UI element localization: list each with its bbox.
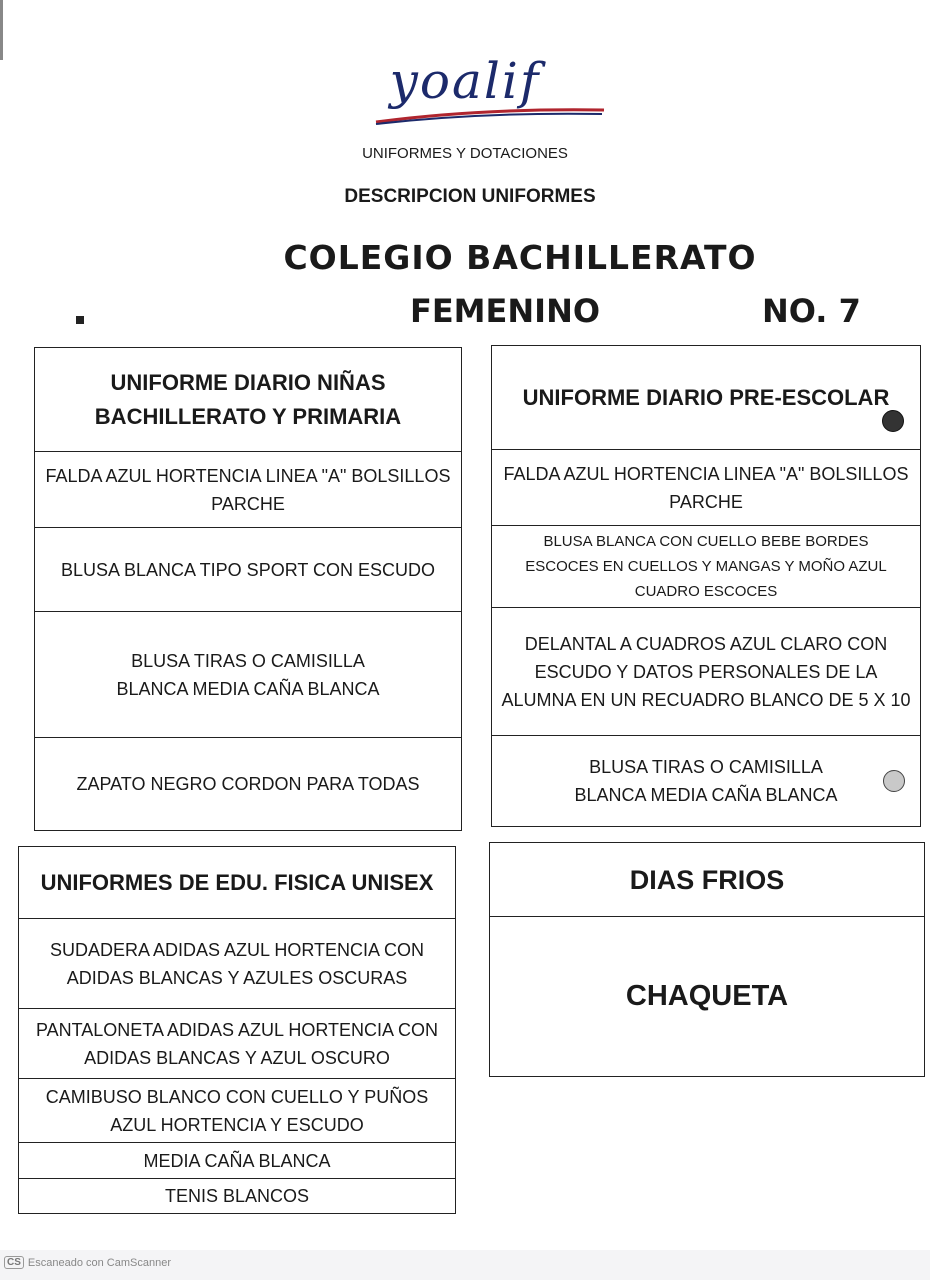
camscanner-icon: CS [4, 1256, 24, 1269]
table-row: BLUSA TIRAS O CAMISILLA BLANCA MEDIA CAÑA BLANCA [35, 612, 461, 738]
grey-dot-icon [883, 770, 905, 792]
scanner-watermark [4, 1256, 171, 1269]
table-row: TENIS BLANCOS [164, 1185, 310, 1206]
table-uniforme-diario-ninas [34, 347, 462, 831]
table-title: UNIFORME DIARIO PRE-ESCOLAR [492, 346, 920, 450]
company-subtitle: UNIFORMES Y DOTACIONES [362, 145, 568, 162]
table-row: BLUSA BLANCA CON CUELLO BEBE BORDES ESCOCES EN CUELLOS Y MANGAS Y MOÑO AZUL CUADRO ESCOCES [492, 526, 920, 608]
document-heading: DESCRIPCION UNIFORMES [344, 186, 596, 207]
table-title: UNIFORMES DE EDU. FISICA UNISEX [19, 847, 455, 919]
table-row: CAMIBUSO BLANCO CON CUELLO Y PUÑOS AZUL HORTENCIA Y ESCUDO [19, 1079, 455, 1143]
table-row: BLUSA BLANCA TIPO SPORT CON ESCUDO [35, 528, 461, 612]
table-title: DIAS FRIOS [490, 843, 924, 917]
table-row: DELANTAL A CUADROS AZUL CLARO CON ESCUDO Y DATOS PERSONALES DE LA ALUMNA EN UN RECUADRO BLANCO DE 5 X 10 [492, 608, 920, 736]
table-row: BLUSA TIRAS O CAMISILLA BLANCA MEDIA CAÑA BLANCA [574, 756, 838, 805]
group-label: FEMENINO [409, 292, 601, 330]
table-row: PANTALONETA ADIDAS AZUL HORTENCIA CON ADIDAS BLANCAS Y AZUL OSCURO [19, 1009, 455, 1079]
document-number: NO. 7 [762, 292, 861, 330]
logo-swoosh-icon [372, 104, 612, 128]
table-title: UNIFORME DIARIO NIÑAS BACHILLERATO Y PRIMARIA [35, 348, 461, 452]
table-row: MEDIA CAÑA BLANCA [19, 1143, 455, 1179]
watermark-text: Escaneado con CamScanner [27, 1256, 171, 1269]
table-row: SUDADERA ADIDAS AZUL HORTENCIA CON ADIDAS BLANCAS Y AZULES OSCURAS [19, 919, 455, 1009]
school-name: COLEGIO BACHILLERATO [283, 238, 757, 277]
table-row: FALDA AZUL HORTENCIA LINEA "A" BOLSILLOS PARCHE [492, 450, 920, 526]
dark-dot-icon [882, 410, 904, 432]
table-row: CHAQUETA [625, 980, 789, 1012]
table-row: ZAPATO NEGRO CORDON PARA TODAS [76, 773, 420, 794]
table-uniforme-edu-fisica [18, 846, 456, 1214]
table-uniforme-diario-preescolar [491, 345, 921, 827]
logo-text: yoalif [389, 52, 541, 110]
table-dias-frios [489, 842, 925, 1077]
table-row: FALDA AZUL HORTENCIA LINEA "A" BOLSILLOS PARCHE [35, 452, 461, 528]
scan-edge [0, 0, 3, 60]
logo [0, 52, 930, 110]
